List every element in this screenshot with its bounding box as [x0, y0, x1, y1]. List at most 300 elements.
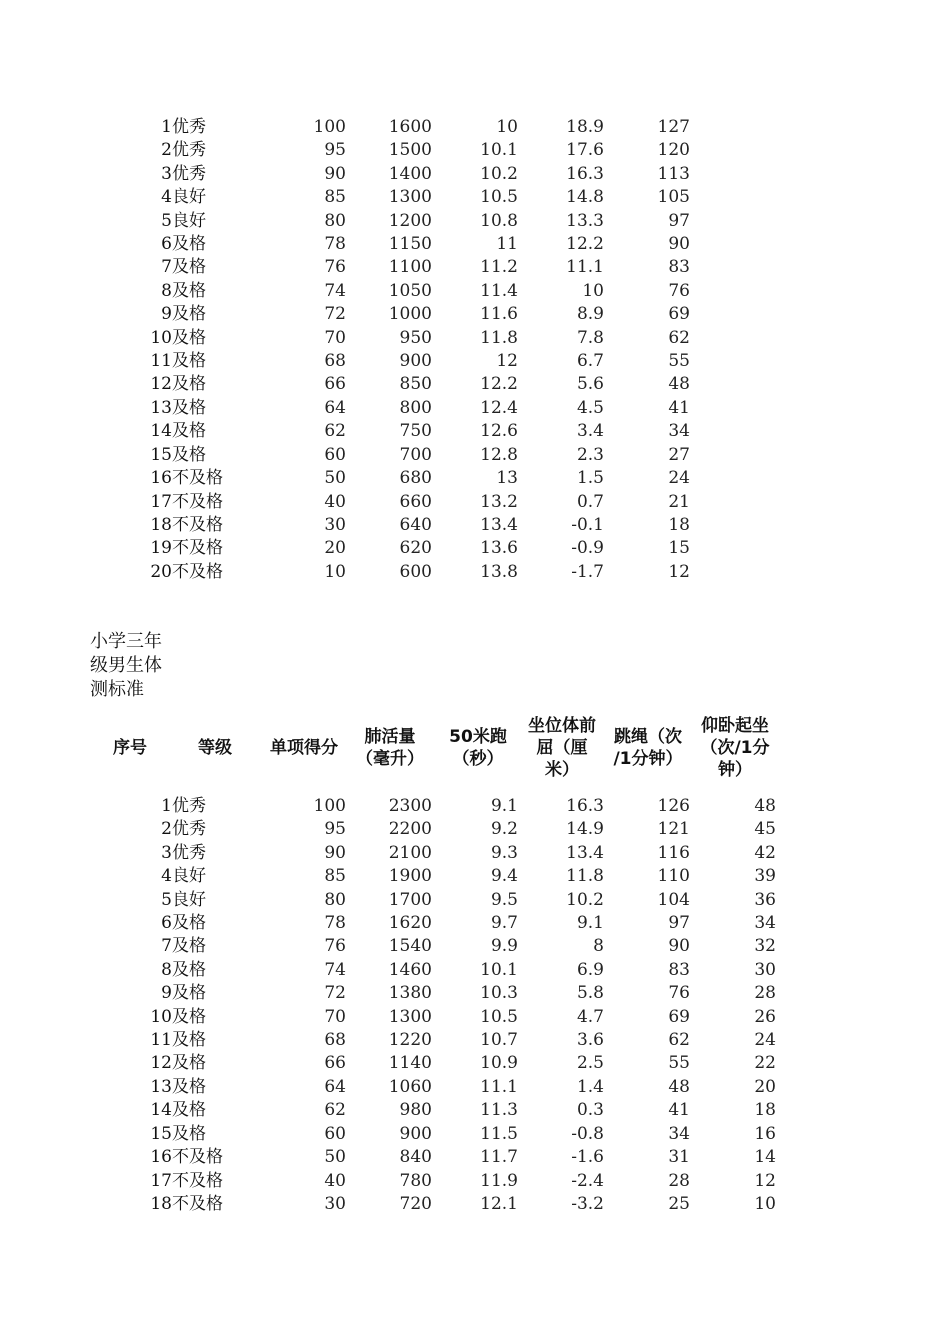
table-row: [90, 889, 776, 912]
caption-line-3: 测标准: [90, 679, 144, 700]
table-cell: 12.1: [480, 1193, 518, 1214]
table-cell: 16.3: [566, 163, 604, 184]
table-cell: 60: [324, 1123, 346, 1144]
table-row: [90, 163, 690, 186]
table-cell: 良好: [172, 187, 206, 208]
table-cell: 1220: [388, 1030, 432, 1051]
table-cell: 55: [668, 351, 690, 372]
table-cell: 126: [657, 796, 690, 816]
table-cell: 62: [668, 327, 690, 348]
table-row: [90, 397, 690, 420]
table-cell: 60: [324, 444, 346, 465]
table-cell: 2.5: [576, 1053, 604, 1074]
table-cell: 1620: [388, 913, 432, 934]
table-cell: 2100: [388, 842, 432, 863]
table-cell: 12.4: [480, 397, 518, 418]
column-header: [262, 712, 346, 784]
table-cell: 4.5: [576, 397, 604, 418]
table-cell: 80: [324, 889, 346, 910]
table-cell: 62: [324, 1100, 346, 1121]
table-cell: 12: [150, 374, 172, 395]
table-cell: 34: [754, 913, 776, 934]
table-cell: 0.3: [576, 1100, 604, 1121]
column-header-line: 钟）: [717, 760, 752, 780]
table-cell: 不及格: [172, 1147, 223, 1168]
caption-line-1: 小学三年: [90, 631, 162, 652]
table-cell: 90: [324, 163, 346, 184]
table-row: [90, 373, 690, 396]
table-cell: 74: [324, 959, 346, 980]
table-cell: 1060: [388, 1076, 432, 1097]
table-cell: 20: [150, 561, 172, 582]
column-header-line: （次/1分: [700, 738, 770, 758]
table-cell: 39: [754, 866, 776, 887]
table-cell: 12.2: [480, 374, 518, 395]
table-row: [90, 420, 690, 443]
table-cell: 10: [150, 1006, 172, 1027]
table-cell: 11.2: [480, 257, 518, 278]
table-row: [90, 303, 690, 326]
table-cell: 不及格: [172, 538, 223, 559]
table-cell: 78: [324, 913, 346, 934]
table-row: [90, 491, 690, 514]
table-cell: 及格: [172, 304, 206, 325]
table-cell: 及格: [172, 257, 206, 278]
table-cell: 76: [668, 983, 690, 1004]
table-cell: 11.8: [480, 327, 518, 348]
table-cell: 66: [324, 374, 346, 395]
table-cell: 48: [668, 1076, 690, 1097]
table-cell: 780: [399, 1170, 432, 1191]
table-cell: 4.7: [576, 1006, 604, 1027]
table-cell: 良好: [172, 889, 206, 910]
table-cell: 13.4: [480, 514, 518, 535]
table-cell: 2200: [388, 819, 432, 840]
table-cell: 1140: [388, 1053, 432, 1074]
table-cell: 10.9: [480, 1053, 518, 1074]
table-cell: 900: [399, 351, 432, 372]
table-cell: 11.7: [480, 1147, 518, 1168]
table-cell: 31: [668, 1147, 690, 1168]
table-cell: 21: [668, 491, 690, 512]
table-row: [90, 1123, 776, 1146]
column-header-line: （毫升）: [356, 749, 424, 769]
column-header-line: 单项得分: [270, 738, 338, 758]
table-cell: 及格: [172, 351, 206, 372]
table-cell: 66: [324, 1053, 346, 1074]
table-cell: 12: [668, 561, 690, 582]
table-row: [90, 139, 690, 162]
column-header-line: （秒）: [452, 749, 504, 769]
table-cell: 900: [399, 1123, 432, 1144]
table-cell: 20: [324, 538, 346, 559]
table-cell: 74: [324, 280, 346, 301]
table-cell: 9.3: [490, 842, 518, 863]
table-cell: 1300: [388, 1006, 432, 1027]
section-caption: [90, 630, 180, 702]
table-cell: 11.8: [566, 866, 604, 887]
table-cell: 8: [593, 936, 604, 957]
table-cell: 16: [754, 1123, 776, 1144]
table-cell: 25: [668, 1193, 690, 1214]
table-cell: 6.7: [576, 351, 604, 372]
table-cell: 104: [657, 889, 690, 910]
table-cell: 优秀: [172, 117, 206, 137]
table-cell: 不及格: [172, 1193, 223, 1214]
table-row: [90, 1029, 776, 1052]
table-cell: 优秀: [172, 842, 206, 863]
table-cell: 100: [313, 117, 346, 137]
table-row: [90, 912, 776, 935]
table-row: [90, 842, 776, 865]
table-cell: 及格: [172, 1100, 206, 1121]
table-row: [90, 1076, 776, 1099]
table-cell: 70: [324, 1006, 346, 1027]
table-cell: 11.1: [566, 257, 604, 278]
table-cell: 及格: [172, 280, 206, 301]
table-cell: 18: [668, 514, 690, 535]
table-cell: 3.6: [576, 1030, 604, 1051]
table-cell: 14: [150, 421, 172, 442]
table-cell: 28: [754, 983, 776, 1004]
column-header-line: /1分钟）: [613, 749, 683, 769]
table-cell: 26: [754, 1006, 776, 1027]
table-cell: 10.1: [480, 140, 518, 161]
table-cell: 5: [161, 210, 172, 231]
table-previous-grade: [90, 116, 690, 584]
column-header-line: 米）: [545, 760, 579, 780]
table-cell: 及格: [172, 374, 206, 395]
table-cell: 15: [668, 538, 690, 559]
table-cell: 83: [668, 959, 690, 980]
table-cell: 1600: [388, 117, 432, 137]
table-cell: 34: [668, 1123, 690, 1144]
table-cell: 11: [150, 351, 172, 372]
table-cell: 680: [399, 468, 432, 489]
table-cell: 8.9: [576, 304, 604, 325]
table-cell: 22: [754, 1053, 776, 1074]
table-cell: 1050: [388, 280, 432, 301]
table-cell: 50: [324, 1147, 346, 1168]
column-header: [520, 712, 604, 784]
table-cell: 10.5: [480, 187, 518, 208]
table-cell: 16: [150, 1147, 172, 1168]
table-row: [90, 959, 776, 982]
table-cell: 64: [324, 397, 346, 418]
table-cell: 3.4: [576, 421, 604, 442]
table-cell: 55: [668, 1053, 690, 1074]
table-cell: 18: [754, 1100, 776, 1121]
table-cell: 980: [399, 1100, 432, 1121]
table-cell: 10.2: [480, 163, 518, 184]
table-cell: 及格: [172, 421, 206, 442]
table-cell: 10.3: [480, 983, 518, 1004]
table-cell: 10.7: [480, 1030, 518, 1051]
table-cell: 6: [161, 913, 172, 934]
table-grade3-boys-body: [90, 795, 776, 1216]
table-cell: 8: [161, 280, 172, 301]
table-cell: 69: [668, 1006, 690, 1027]
table-cell: 16: [150, 468, 172, 489]
table-row: [90, 818, 776, 841]
table-cell: 1500: [388, 140, 432, 161]
table-cell: 1540: [388, 936, 432, 957]
table-cell: 9: [161, 304, 172, 325]
table-cell: 不及格: [172, 1170, 223, 1191]
table-cell: 750: [399, 421, 432, 442]
table-cell: 62: [324, 421, 346, 442]
table-row: [90, 1193, 776, 1216]
table-cell: 121: [657, 819, 690, 840]
table-cell: 11.1: [480, 1076, 518, 1097]
table-cell: 10: [754, 1193, 776, 1214]
table-cell: 及格: [172, 234, 206, 255]
table-cell: 14.8: [566, 187, 604, 208]
table-cell: 5.6: [576, 374, 604, 395]
table-cell: 40: [324, 1170, 346, 1191]
table-cell: 10.2: [566, 889, 604, 910]
table-cell: 7: [161, 936, 172, 957]
table-cell: -3.2: [571, 1193, 604, 1214]
table-cell: 1300: [388, 187, 432, 208]
table-cell: 3: [161, 163, 172, 184]
table-cell: 10.1: [480, 959, 518, 980]
table-cell: 12: [150, 1053, 172, 1074]
table-row: [90, 210, 690, 233]
table-cell: 12.2: [566, 234, 604, 255]
table-cell: 及格: [172, 1053, 206, 1074]
table-row: [90, 1006, 776, 1029]
table-cell: 17: [150, 1170, 172, 1191]
table-cell: 69: [668, 304, 690, 325]
table-cell: 17: [150, 491, 172, 512]
table-cell: 不及格: [172, 514, 223, 535]
column-header: [438, 712, 518, 784]
table-row: [90, 561, 690, 584]
table-cell: 70: [324, 327, 346, 348]
table-cell: 12: [754, 1170, 776, 1191]
table-cell: 840: [399, 1147, 432, 1168]
table-row: [90, 233, 690, 256]
table-cell: 10: [496, 117, 518, 137]
table-cell: 48: [668, 374, 690, 395]
table-cell: 30: [754, 959, 776, 980]
table-cell: 4: [161, 187, 172, 208]
column-header: [90, 712, 170, 784]
table-cell: 24: [668, 468, 690, 489]
table-cell: 1150: [388, 234, 432, 255]
table-row: [90, 935, 776, 958]
table-previous-grade-body: [90, 116, 690, 584]
table-cell: 9.1: [576, 913, 604, 934]
table-cell: 83: [668, 257, 690, 278]
table-cell: 20: [754, 1076, 776, 1097]
table-cell: 0.7: [576, 491, 604, 512]
table-cell: 良好: [172, 210, 206, 231]
table-cell: 85: [324, 187, 346, 208]
table-cell: 14.9: [566, 819, 604, 840]
table-row: [90, 467, 690, 490]
table-row: [90, 982, 776, 1005]
table-cell: 700: [399, 444, 432, 465]
table-cell: 6: [161, 234, 172, 255]
table-cell: 9.5: [490, 889, 518, 910]
table-cell: 127: [657, 117, 690, 137]
column-header: [606, 712, 690, 784]
table-cell: 9.1: [490, 796, 518, 816]
table-header-row: [90, 712, 780, 784]
table-cell: 76: [324, 936, 346, 957]
table-cell: 95: [324, 140, 346, 161]
table-cell: 68: [324, 351, 346, 372]
table-cell: 30: [324, 514, 346, 535]
table-cell: 9.4: [490, 866, 518, 887]
table-grade3-boys: [90, 795, 776, 1216]
table-cell: 不及格: [172, 468, 223, 489]
table-cell: -2.4: [571, 1170, 604, 1191]
table-cell: 85: [324, 866, 346, 887]
table-cell: 45: [754, 819, 776, 840]
table-cell: 34: [668, 421, 690, 442]
table-cell: 14: [754, 1147, 776, 1168]
table-cell: 15: [150, 444, 172, 465]
table-cell: 7.8: [576, 327, 604, 348]
table-cell: 9.2: [490, 819, 518, 840]
table-cell: 620: [399, 538, 432, 559]
table-cell: 80: [324, 210, 346, 231]
table-cell: 3: [161, 842, 172, 863]
table-cell: 78: [324, 234, 346, 255]
table-cell: 11: [150, 1030, 172, 1051]
table-cell: 及格: [172, 327, 206, 348]
table-cell: 及格: [172, 959, 206, 980]
table-row: [90, 280, 690, 303]
table-cell: 5: [161, 889, 172, 910]
table-cell: 13.8: [480, 561, 518, 582]
table-cell: 及格: [172, 444, 206, 465]
table-cell: 105: [657, 187, 690, 208]
table-cell: 110: [657, 866, 690, 887]
table-cell: 68: [324, 1030, 346, 1051]
table-cell: 12: [496, 351, 518, 372]
table-cell: 不及格: [172, 491, 223, 512]
table-cell: 10: [150, 327, 172, 348]
column-header-line: 跳绳（次: [613, 727, 682, 747]
table-cell: 及格: [172, 1006, 206, 1027]
table-cell: 41: [668, 397, 690, 418]
table-cell: -1.7: [571, 561, 604, 582]
table-cell: -0.1: [571, 514, 604, 535]
table-cell: 41: [668, 1100, 690, 1121]
table-cell: 18: [150, 1193, 172, 1214]
table-cell: 优秀: [172, 819, 206, 840]
table-cell: 2: [161, 819, 172, 840]
table-cell: 97: [668, 913, 690, 934]
table-cell: 950: [399, 327, 432, 348]
table-cell: 7: [161, 257, 172, 278]
column-header-line: 坐位体前: [528, 716, 596, 736]
column-header-line: 等级: [198, 738, 232, 758]
table-cell: 90: [668, 936, 690, 957]
table-cell: 600: [399, 561, 432, 582]
table-cell: 良好: [172, 866, 206, 887]
table-cell: 13: [150, 397, 172, 418]
column-header-line: 屈（厘: [536, 738, 588, 758]
table-cell: 6.9: [576, 959, 604, 980]
table-cell: 11: [496, 234, 518, 255]
table-cell: 2.3: [576, 444, 604, 465]
table-cell: 24: [754, 1030, 776, 1051]
table-cell: 95: [324, 819, 346, 840]
table-cell: 640: [399, 514, 432, 535]
table-cell: 10: [582, 280, 604, 301]
table-cell: 11.9: [480, 1170, 518, 1191]
table-cell: 1: [161, 796, 172, 816]
column-header-line: 序号: [113, 738, 147, 758]
table-cell: 1.4: [576, 1076, 604, 1097]
table-cell: 10: [324, 561, 346, 582]
table-cell: 1100: [388, 257, 432, 278]
table-cell: 优秀: [172, 796, 206, 816]
table-cell: 50: [324, 468, 346, 489]
column-header: [692, 712, 778, 784]
table-cell: 100: [313, 796, 346, 816]
table-cell: 1900: [388, 866, 432, 887]
table-cell: 9.7: [490, 913, 518, 934]
table-cell: 120: [657, 140, 690, 161]
table-cell: -0.8: [571, 1123, 604, 1144]
table-cell: 1000: [388, 304, 432, 325]
table-cell: 1700: [388, 889, 432, 910]
table-row: [90, 1170, 776, 1193]
column-header: [175, 712, 255, 784]
table-row: [90, 186, 690, 209]
table-cell: 1: [161, 117, 172, 137]
table-cell: 及格: [172, 936, 206, 957]
table-cell: 15: [150, 1123, 172, 1144]
table-cell: 不及格: [172, 561, 223, 582]
table-cell: 8: [161, 959, 172, 980]
table-cell: 优秀: [172, 163, 206, 184]
table-cell: 11.3: [480, 1100, 518, 1121]
table-cell: 800: [399, 397, 432, 418]
table-row: [90, 537, 690, 560]
table-row: [90, 256, 690, 279]
table-cell: 及格: [172, 1030, 206, 1051]
table-cell: 720: [399, 1193, 432, 1214]
caption-line-2: 级男生体: [90, 655, 162, 676]
table-cell: 2: [161, 140, 172, 161]
table-cell: 660: [399, 491, 432, 512]
table-cell: 及格: [172, 1076, 206, 1097]
table-cell: 116: [657, 842, 690, 863]
table-cell: 19: [150, 538, 172, 559]
table-cell: 113: [657, 163, 690, 184]
table-cell: 27: [668, 444, 690, 465]
table-cell: 及格: [172, 1123, 206, 1144]
table-cell: 1380: [388, 983, 432, 1004]
table-row: [90, 514, 690, 537]
table-row: [90, 350, 690, 373]
column-header-line: 仰卧起坐: [700, 716, 769, 736]
table-cell: 76: [324, 257, 346, 278]
column-header: [352, 712, 428, 784]
table-cell: 及格: [172, 397, 206, 418]
table-cell: 13.6: [480, 538, 518, 559]
table-cell: 36: [754, 889, 776, 910]
table-cell: 17.6: [566, 140, 604, 161]
table-cell: 及格: [172, 913, 206, 934]
